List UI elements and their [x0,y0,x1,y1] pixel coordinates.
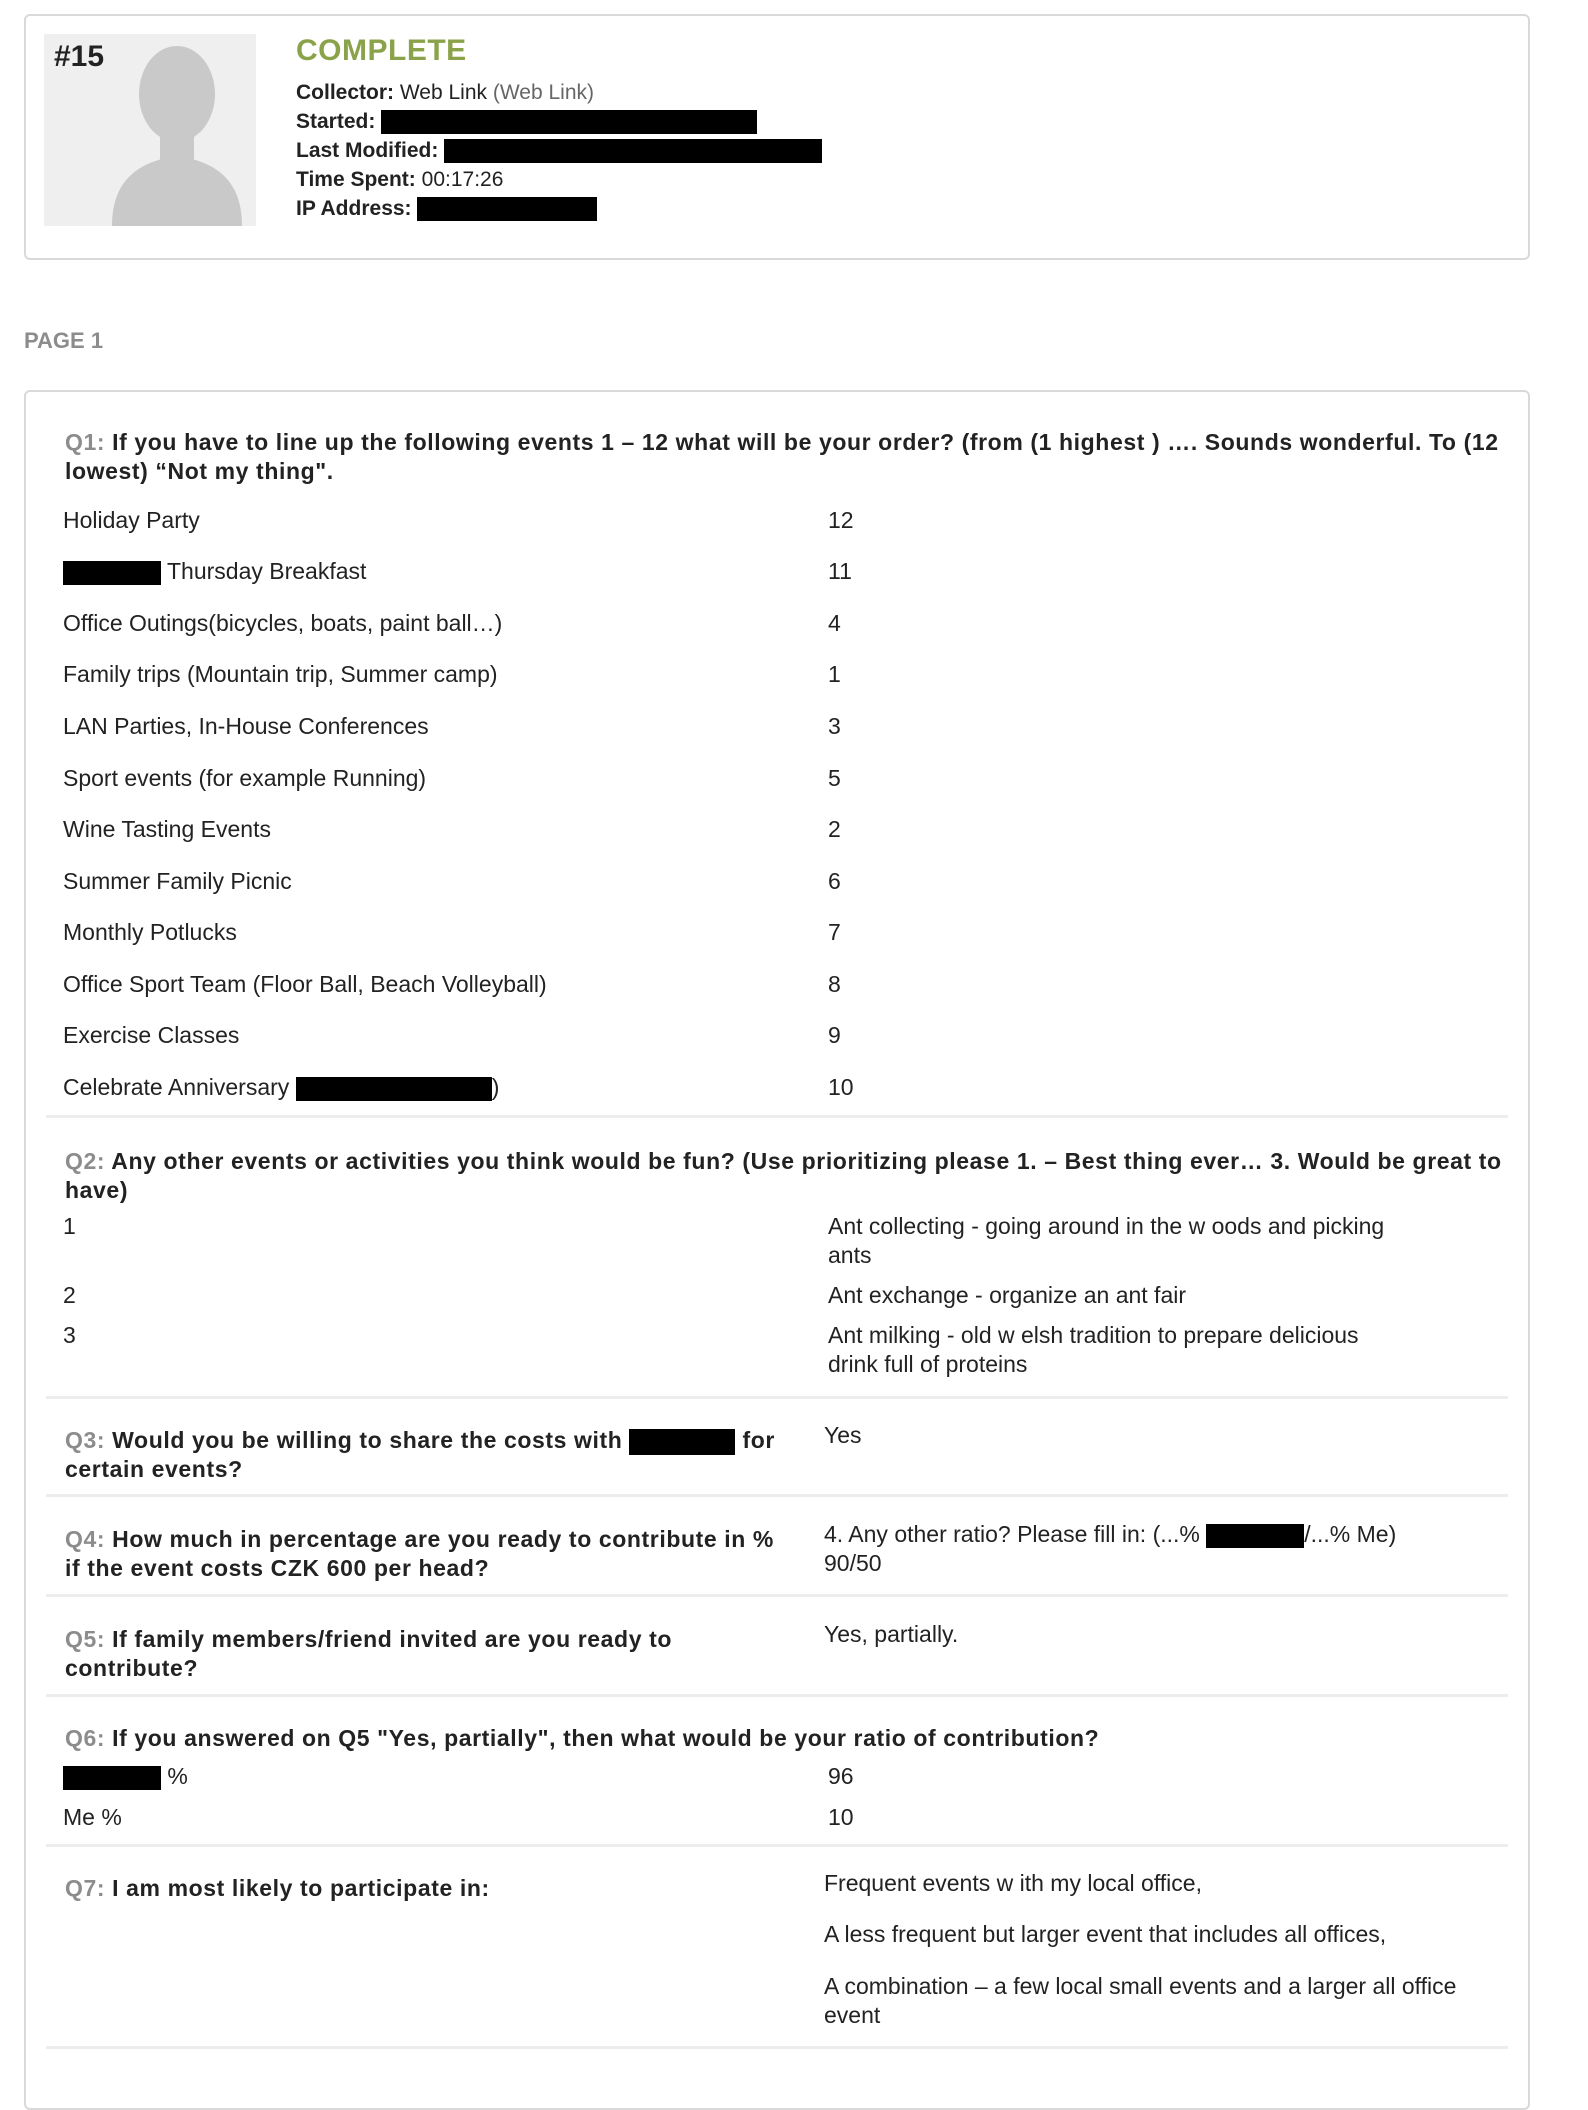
q1-row-value: 1 [828,661,841,687]
q1-row-label: Office Sport Team (Floor Ball, Beach Volleyball) [63,971,547,997]
collector-row [296,78,822,107]
time-spent-label: Time Spent: [296,168,416,191]
q1-row-value: 11 [828,558,852,584]
q1-row-label: Wine Tasting Events [63,816,271,842]
q3-title [65,1426,795,1484]
q1-row-label: Family trips (Mountain trip, Summer camp) [63,661,498,687]
question-text: If family members/friend invited are you ready to contribute? [65,1626,672,1681]
question-text: Would you be willing to share the costs with [112,1427,623,1453]
q7-answer: Frequent events w ith my local office, [824,1870,1202,1896]
last-modified-label: Last Modified: [296,139,439,162]
answers-card [24,390,1530,2110]
q6-title [65,1724,1505,1753]
q1-row-label: Monthly Potlucks [63,919,237,945]
q1-row-value: 6 [828,868,841,894]
question-text: How much in percentage are you ready to contribute in % if the event costs CZK 600 per head? [65,1526,774,1581]
q4-answer-text-cont: /...% Me) [1304,1521,1397,1547]
q1-row-value: 8 [828,971,841,997]
question-number: Q5: [65,1626,106,1652]
time-spent-value: 00:17:26 [421,168,504,191]
divider [46,1844,1508,1847]
time-spent-row [296,165,822,194]
collector-label: Collector: [296,81,395,104]
q2-row-label: 2 [63,1282,76,1308]
q1-row-label: Exercise Classes [63,1022,240,1048]
q2-row-value: Ant milking - old w elsh tradition to prepare delicious drink full of proteins [828,1322,1359,1377]
question-number: Q6: [65,1725,106,1751]
q1-title [65,428,1505,486]
redacted-block [444,139,822,163]
question-text: Any other events or activities you think would be fun? (Use prioritizing please 1. – Best thing ever… 3. Would be great to have) [65,1148,1502,1203]
question-text: I am most likely to participate in: [112,1875,490,1901]
q4-answer-value: 90/50 [824,1550,882,1576]
q6-row-value: 10 [828,1804,854,1830]
question-number: Q3: [65,1427,106,1453]
redacted-block [381,110,757,134]
q7-title [65,1874,795,1903]
q1-row-value: 5 [828,765,841,791]
q4-answer [824,1520,1464,1578]
redacted-block [296,1077,492,1101]
q6-row-label-wrap [63,1762,188,1791]
q1-row-label: LAN Parties, In-House Conferences [63,713,429,739]
q1-row-value: 3 [828,713,841,739]
q2-title [65,1147,1505,1205]
collector-sub: (Web Link) [492,81,595,104]
response-summary-card [24,14,1530,260]
q6-row-label: Me % [63,1804,122,1830]
divider [46,2046,1508,2049]
response-meta [296,34,822,223]
question-number: Q1: [65,429,106,455]
q1-row-value: 9 [828,1022,841,1048]
q2-row-label: 1 [63,1213,76,1239]
question-number: Q2: [65,1148,106,1174]
started-label: Started: [296,110,376,133]
question-number: Q7: [65,1875,106,1901]
q1-row-label: Office Outings(bicycles, boats, paint ball…) [63,610,503,636]
q6-row-label: % [167,1763,188,1789]
q1-row-label: Thursday Breakfast [166,558,367,584]
q7-answer: A combination – a few local small events and a larger all office event [824,1973,1457,2028]
q6-row-value: 96 [828,1763,854,1789]
q5-title [65,1625,795,1683]
q5-answer: Yes, partially. [824,1621,959,1647]
divider [46,1494,1508,1497]
q4-title [65,1525,795,1583]
divider [46,1396,1508,1399]
question-text: If you answered on Q5 "Yes, partially", then what would be your ratio of contribution? [112,1725,1100,1751]
q2-row-value: Ant collecting - going around in the w oods and picking ants [828,1213,1385,1268]
q1-row-label: Holiday Party [63,507,200,533]
divider [46,1694,1508,1697]
question-number: Q4: [65,1526,106,1552]
q1-row-label: Summer Family Picnic [63,868,292,894]
response-number: #15 [54,40,105,73]
q1-row-label: Sport events (for example Running) [63,765,427,791]
redacted-block [629,1429,735,1455]
page-label: PAGE 1 [24,328,104,353]
question-text-cont: for certain events? [65,1427,775,1482]
question-text: If you have to line up the following events 1 – 12 what will be your order? (from (1 highest ) …. Sounds wonderful. To (12 lowest) “Not my thing". [65,429,1499,484]
q1-row-label-suffix: ) [491,1074,500,1100]
q1-row-label-wrap [63,557,366,586]
q1-row-value: 2 [828,816,841,842]
redacted-block [63,561,161,585]
q1-row-value: 7 [828,919,841,945]
q1-row-value: 4 [828,610,841,636]
last-modified-row [296,136,822,165]
q4-answer-text: 4. Any other ratio? Please fill in: (...% [824,1521,1200,1547]
q2-row-label: 3 [63,1322,76,1348]
avatar [44,34,256,226]
divider [46,1594,1508,1597]
q1-row-value: 12 [828,507,854,533]
collector-value: Web Link [399,81,488,104]
started-row [296,107,822,136]
ip-address-label: IP Address: [296,197,412,220]
q3-answer: Yes [824,1422,862,1448]
q1-row-label-wrap [63,1073,499,1102]
redacted-block [63,1766,161,1790]
q7-answer: A less frequent but larger event that includes all offices, [824,1921,1387,1947]
status-label: COMPLETE [296,34,467,67]
q2-row-value: Ant exchange - organize an ant fair [828,1282,1187,1308]
divider [46,1115,1508,1118]
q1-row-label: Celebrate Anniversary [63,1074,290,1100]
redacted-block [417,197,597,221]
ip-address-row [296,194,822,223]
redacted-block [1206,1524,1304,1548]
q1-row-value: 10 [828,1074,854,1100]
